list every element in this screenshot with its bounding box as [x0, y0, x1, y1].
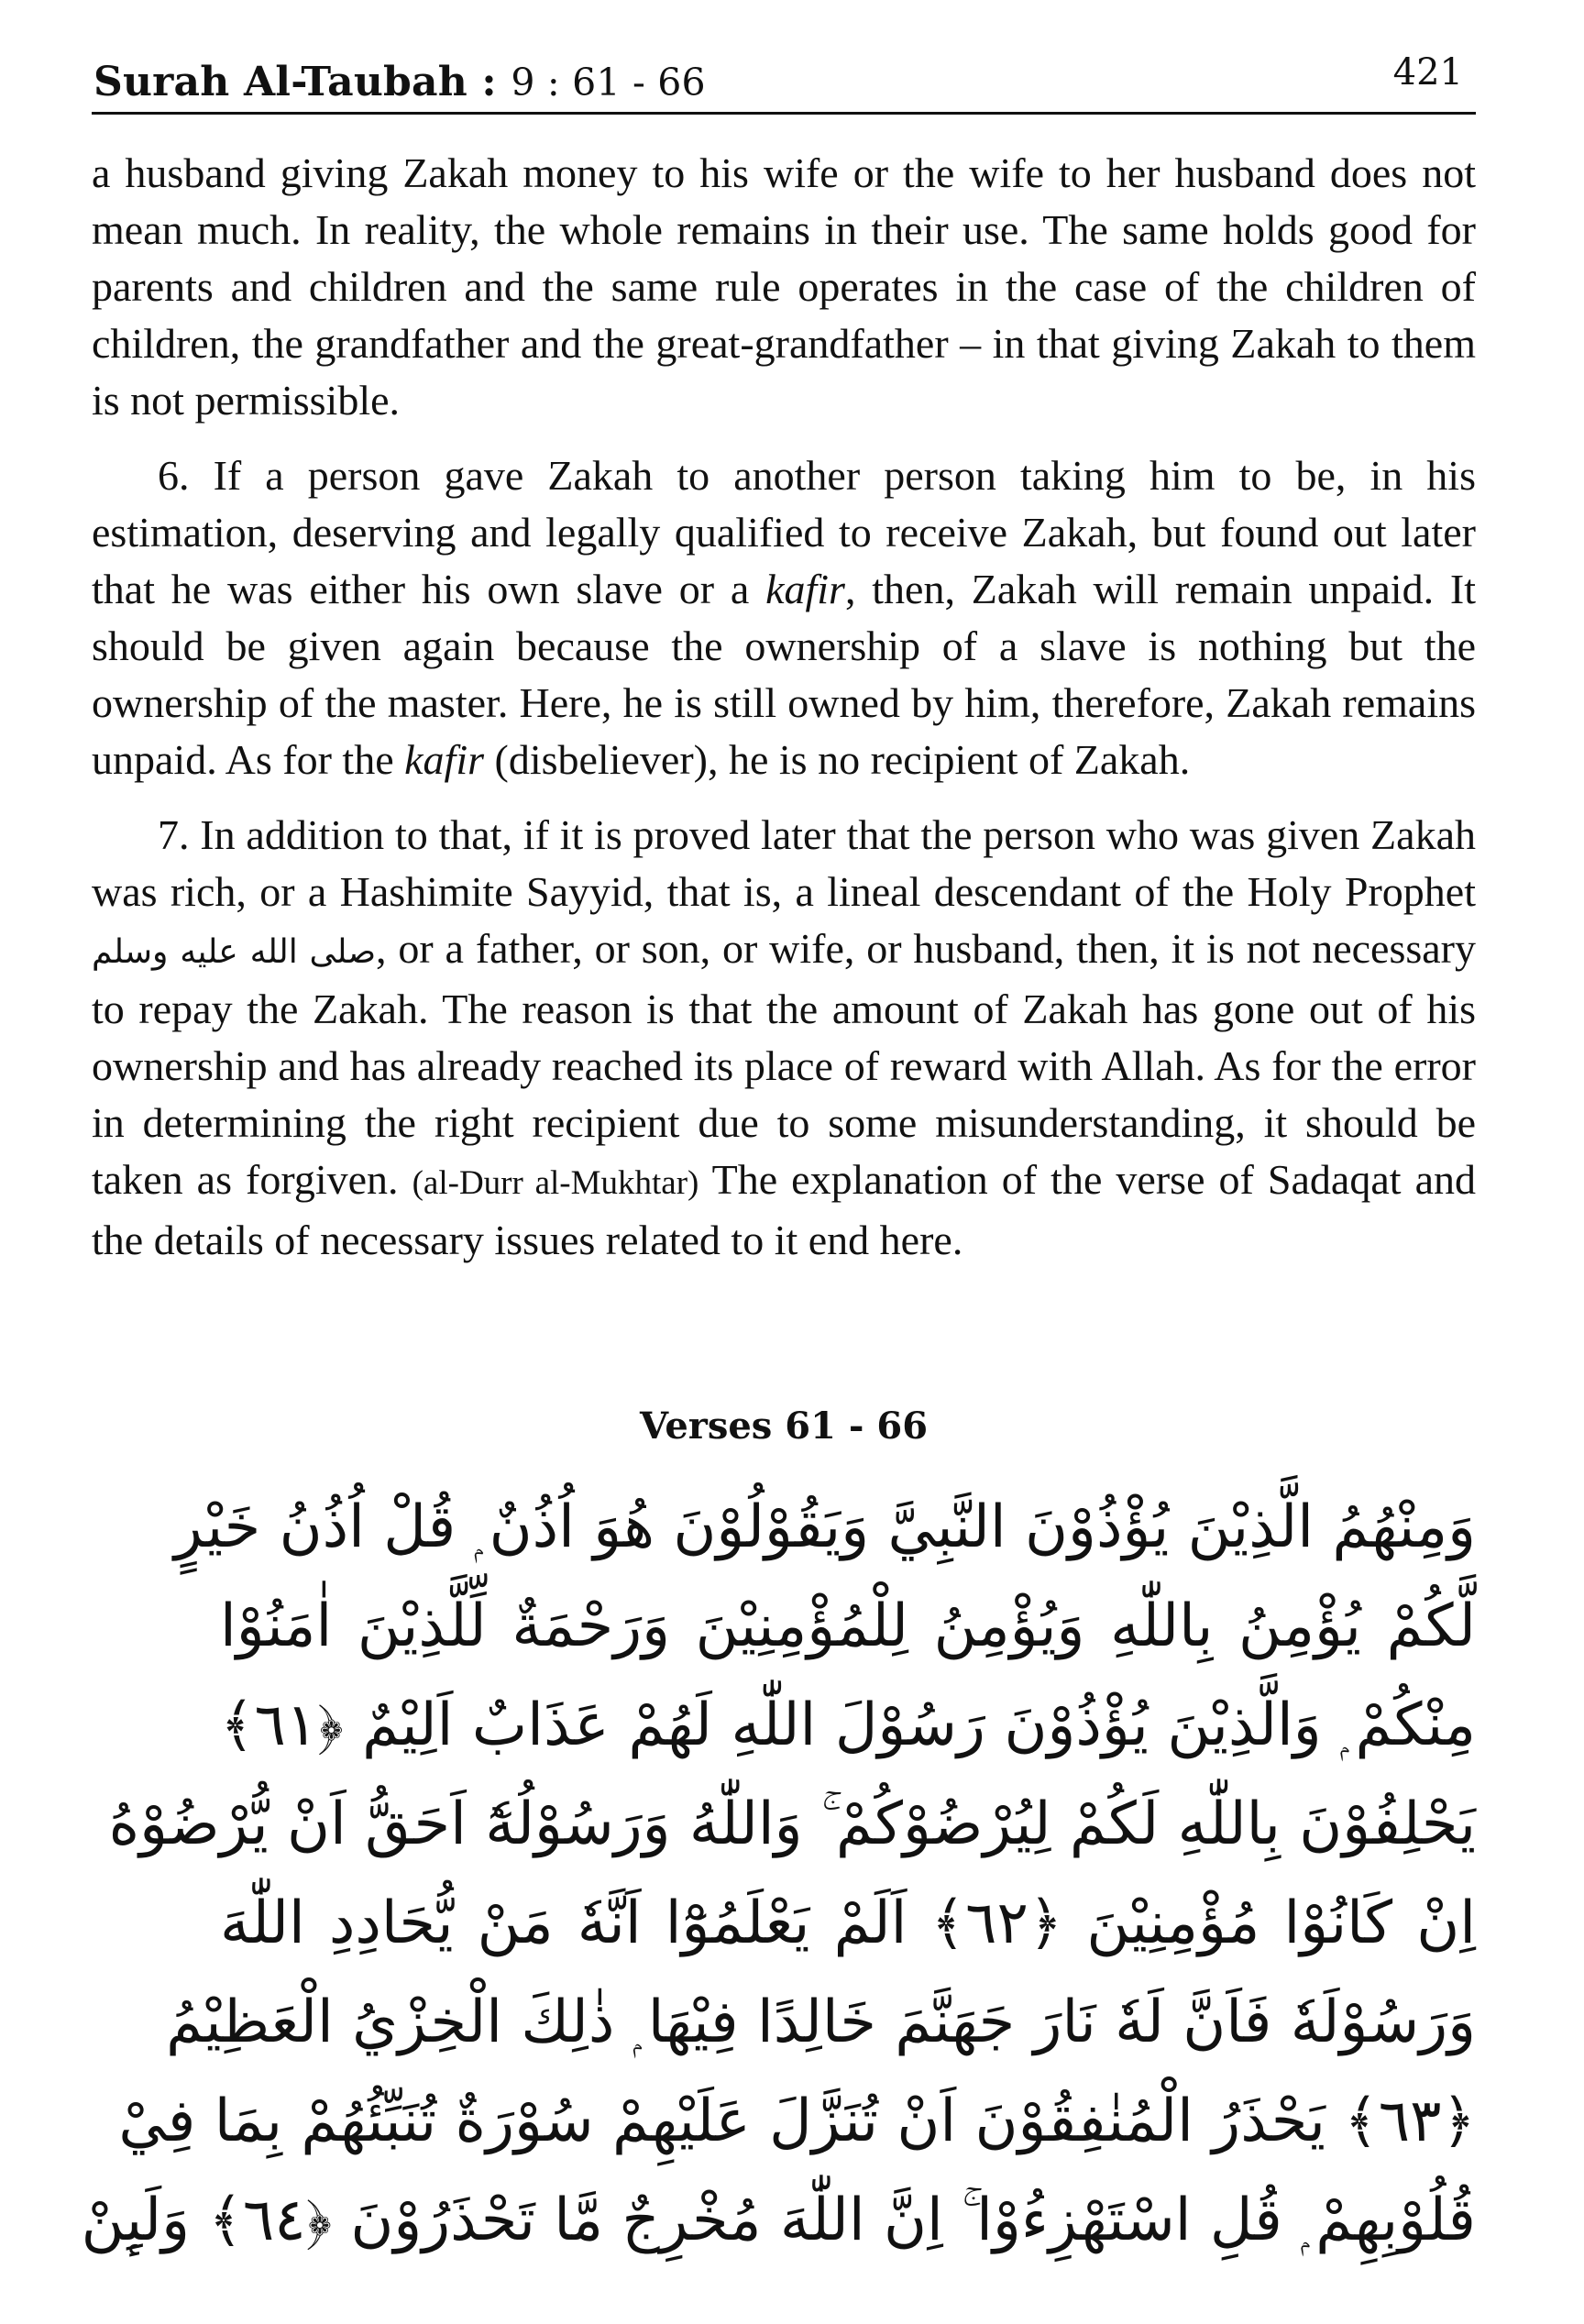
running-header [92, 46, 1476, 115]
kafir-term: kafir [765, 566, 845, 612]
quran-verses-arabic [81, 1478, 1477, 2270]
paragraph-point-6 [92, 447, 1476, 788]
paragraph-continued: a husband giving Zakah money to his wife or the wife to her husband does not mean much. In reality, the whole remains in their use. The same holds good for parents and children and the same rule operates in the case of the children of children, the grandfather and the great-grandfather – in that giving Zakah to them is not permissible. [92, 149, 1476, 424]
verses-heading: Verses 61 - 66 [639, 1404, 929, 1448]
arabic-verse-line: اِنْ كَانُوْا مُؤْمِنِيْنَ ﴿٦٢﴾ اَلَمْ يَعْلَمُوْٓا اَنَّهٗ مَنْ يُّحَادِدِ اللّٰهَ [220, 1889, 1477, 1957]
arabic-verse-line: قُلُوْبِهِمْ ۭ قُلِ اسْتَهْزِءُوْا ۚ اِنَّ اللّٰهَ مُخْرِجٌ مَّا تَحْذَرُوْنَ ﴿٦٤﴾ وَلَىِٕنْ [81, 2186, 1476, 2254]
page-number: 421 [1392, 51, 1463, 94]
paragraph-7-text-2: , or a father, or son, or wife, or husband, then, it is not necessary to repay the Zakah. The reason is that the amount of Zakah has gone out of his ownership and has already reached its place of reward with Allah. As for the error in determining the right recipient due to some misunderstanding, it should be taken as forgiven. [92, 925, 1476, 1203]
paragraph-7-text-1: 7. In addition to that, if it is proved later that the person who was given Zakah was rich, or a Hashimite Sayyid, that is, a lineal descendant of the Holy Prophet [92, 811, 1476, 915]
paragraph-6-text-1: 6. If a person gave Zakah to another person taking him to be, in his estimation, deserving and legally qualified to receive Zakah, but found out later that he was either his own slave or a [92, 452, 1476, 612]
arabic-verse-line: ﴿٦٣﴾ يَحْذَرُ الْمُنٰفِقُوْنَ اَنْ تُنَزَّلَ عَلَيْهِمْ سُوْرَةٌ تُنَبِّئُهُمْ بِمَا فِيْ [118, 2087, 1476, 2155]
paragraph-6-text-2: , then, Zakah will remain unpaid. It should be given again because the ownership of a slave is nothing but the ownership of the master. Here, he is still owned by him, therefore, Zakah remains unpaid. As for the [92, 566, 1476, 783]
body-text [92, 145, 1476, 1269]
arabic-verse-line: وَمِنْهُمُ الَّذِيْنَ يُؤْذُوْنَ النَّبِيَّ وَيَقُوْلُوْنَ هُوَ اُذُنٌ ۭ قُلْ اُذُنُ خَيْرٍ [174, 1493, 1476, 1561]
arabic-verse-line: يَحْلِفُوْنَ بِاللّٰهِ لَكُمْ لِيُرْضُوْكُمْ ۚ وَاللّٰهُ وَرَسُوْلُهٗٓ اَحَقُّ اَنْ يُّرْضُوْهُ [108, 1790, 1476, 1858]
kafir-term: kafir [404, 736, 485, 783]
arabic-verse-line: وَرَسُوْلَهٗ فَاَنَّ لَهٗ نَارَ جَهَنَّمَ خَالِدًا فِيْهَا ۭ ذٰلِكَ الْخِزْيُ الْعَظِيْمُ [166, 1988, 1476, 2056]
citation: (al-Durr al-Mukhtar) [412, 1164, 699, 1202]
salutation-arabic: صلى الله عليه وسلم [92, 933, 377, 971]
paragraph-point-7 [92, 807, 1476, 1269]
arabic-verse-line: مِنْكُمْ ۭ وَالَّذِيْنَ يُؤْذُوْنَ رَسُوْلَ اللّٰهِ لَهُمْ عَذَابٌ اَلِيْمٌ ﴿٦١﴾ [220, 1691, 1476, 1759]
arabic-verse-line: لَّكُمْ يُؤْمِنُ بِاللّٰهِ وَيُؤْمِنُ لِلْمُؤْمِنِيْنَ وَرَحْمَةٌ لِّلَّذِيْنَ اٰمَنُوْا [220, 1592, 1476, 1660]
paragraph-6-text-3: (disbeliever), he is no recipient of Zakah. [484, 736, 1191, 783]
surah-title: Surah Al-Taubah : [94, 59, 497, 105]
paragraph-7-text-3: The explanation of the verse of Sadaqat and the details of necessary issues related to it end here. [92, 1156, 1476, 1263]
verse-reference: 9 : 61 - 66 [511, 61, 706, 105]
running-title [94, 59, 706, 105]
